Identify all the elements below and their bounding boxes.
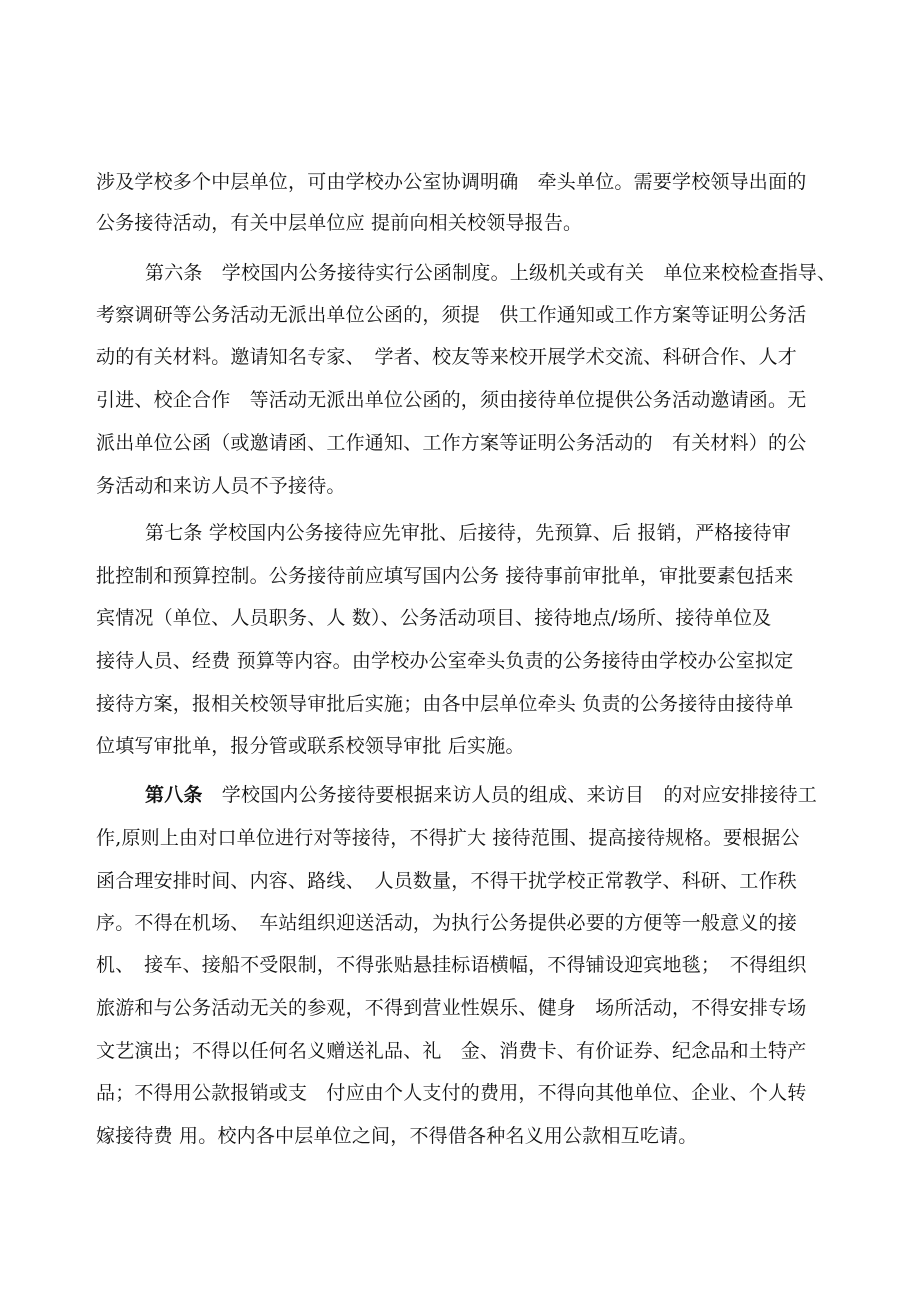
paragraph-3-line-3: 宾情况（单位、人员职务、人 数）、公务活动项目、接待地点/场所、接待单位及 bbox=[96, 607, 772, 629]
paragraph-4-line-2: 作,原则上由对口单位进行对等接待，不得扩大 接待范围、提高接待规格。要根据公 bbox=[96, 827, 800, 849]
paragraph-2-line-1: 第六条 学校国内公务接待实行公函制度。上级机关或有关 单位来校检查指导、 bbox=[145, 262, 837, 284]
article-8-label: 第八条 bbox=[145, 784, 203, 806]
paragraph-1-line-1: 涉及学校多个中层单位，可由学校办公室协调明确 牵头单位。需要学校领导出面的 bbox=[96, 171, 807, 193]
paragraph-4-line-6: 旅游和与公务活动无关的参观，不得到营业性娱乐、健身 场所活动，不得安排专场 bbox=[96, 997, 807, 1019]
paragraph-4-line-7: 文艺演出；不得以任何名义赠送礼品、礼 金、消费卡、有价证券、纪念品和土特产 bbox=[96, 1040, 807, 1062]
paragraph-4-line-8: 品；不得用公款报销或支 付应由个人支付的费用，不得向其他单位、企业、个人转 bbox=[96, 1082, 807, 1104]
paragraph-1-line-2: 公务接待活动，有关中层单位应 提前向相关校领导报告。 bbox=[96, 212, 583, 234]
paragraph-3-line-4: 接待人员、经费 预算等内容。由学校办公室牵头负责的公务接待由学校办公室拟定 bbox=[96, 650, 794, 672]
paragraph-3-line-1: 第七条 学校国内公务接待应先审批、后接待，先预算、后 报销，严格接待审 bbox=[145, 522, 792, 544]
paragraph-4-line-1 bbox=[145, 783, 817, 807]
paragraph-2-line-2: 考察调研等公务活动无派出单位公函的，须提 供工作通知或工作方案等证明公务活 bbox=[96, 304, 807, 326]
paragraph-4-line-4: 序。不得在机场、 车站组织迎送活动，为执行公务提供必要的方便等一般意义的接 bbox=[96, 912, 797, 934]
paragraph-4-line-9: 嫁接待费 用。校内各中层单位之间，不得借各种名义用公款相互吃请。 bbox=[96, 1125, 698, 1147]
paragraph-4-line-5: 机、 接车、接船不受限制，不得张贴悬挂标语横幅，不得铺设迎宾地毯； 不得组织 bbox=[96, 954, 807, 976]
paragraph-2-line-5: 派出单位公函（或邀请函、工作通知、工作方案等证明公务活动的 有关材料）的公 bbox=[96, 432, 807, 454]
paragraph-2-line-3: 动的有关材料。邀请知名专家、 学者、校友等来校开展学术交流、科研合作、人才 bbox=[96, 346, 797, 368]
paragraph-3-line-5: 接待方案，报相关校领导审批后实施；由各中层单位牵头 负责的公务接待由接待单 bbox=[96, 693, 794, 715]
paragraph-4-line-1-text: 学校国内公务接待要根据来访人员的组成、来访目 的对应安排接待工 bbox=[202, 784, 818, 806]
paragraph-2-line-6: 务活动和来访人员不予接待。 bbox=[96, 475, 346, 497]
paragraph-2-line-4: 引进、校企合作 等活动无派出单位公函的，须由接待单位提供公务活动邀请函。无 bbox=[96, 389, 807, 411]
paragraph-3-line-2: 批控制和预算控制。公务接待前应填写国内公务 接待事前审批单，审批要素包括来 bbox=[96, 565, 794, 587]
paragraph-3-line-6: 位填写审批单，报分管或联系校领导审批 后实施。 bbox=[96, 735, 525, 757]
paragraph-4-line-3: 函合理安排时间、内容、路线、 人员数量，不得干扰学校正常教学、科研、工作秩 bbox=[96, 870, 797, 892]
